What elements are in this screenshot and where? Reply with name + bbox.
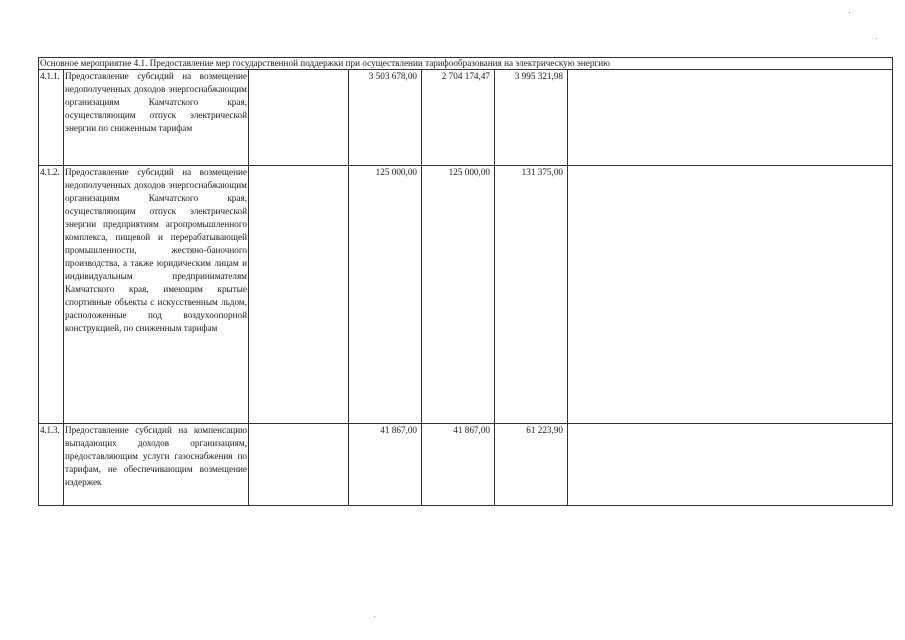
scan-dust-speck [374,616,375,617]
measure-name: Предоставление субсидий на компенсацию выпадающих доходов организациям, предоставляющим услуги газоснабжения по тарифам, не обеспечивающим возмещение издержек [64,424,249,506]
amount-year-1: 125 000,00 [349,166,422,424]
program-table [38,57,893,506]
amount-year-2: 41 867,00 [422,424,495,506]
note-cell [568,70,893,166]
amount-year-1: 3 503 678,00 [349,70,422,166]
measure-name: Предоставление субсидий на возмещение недополученных доходов энергоснабжающим организациям Камчатского края, осуществляющим отпуск электрической энергии по сниженным тарифам [64,70,249,166]
empty-column-cell [249,70,349,166]
table-row [39,424,893,506]
note-cell [568,166,893,424]
amount-year-1: 41 867,00 [349,424,422,506]
row-number: 4.1.1. [39,70,64,166]
amount-year-2: 2 704 174,47 [422,70,495,166]
amount-year-2: 125 000,00 [422,166,495,424]
amount-year-3: 131 375,00 [495,166,568,424]
amount-year-3: 61 223,90 [495,424,568,506]
table-row [39,166,893,424]
measure-name: Предоставление субсидий на возмещение недополученных доходов энергоснабжающим организациям Камчатского края, осуществляющим отпуск электрической энергии предприятиям агропромышленного комплекса, пищевой и перерабатывающей промышленности, жестяно-баночного производства, а также юридическим лицам и индивидуальным предпринимателям Камчатского края, имеющим крытые спортивные объекты с искусственным льдом, расположенные под воздухоопорной конструкцией, по сниженным тарифам [64,166,249,424]
scan-dust-speck [876,38,877,39]
row-number: 4.1.3. [39,424,64,506]
scan-dust-speck [849,12,850,13]
section-title: Основное мероприятие 4.1. Предоставление мер государственной поддержки при осуществлении тарифообразования на электрическую энергию [39,58,893,70]
table-row [39,70,893,166]
empty-column-cell [249,166,349,424]
note-cell [568,424,893,506]
row-number: 4.1.2. [39,166,64,424]
empty-column-cell [249,424,349,506]
amount-year-3: 3 995 321,98 [495,70,568,166]
section-heading-row [39,58,893,70]
